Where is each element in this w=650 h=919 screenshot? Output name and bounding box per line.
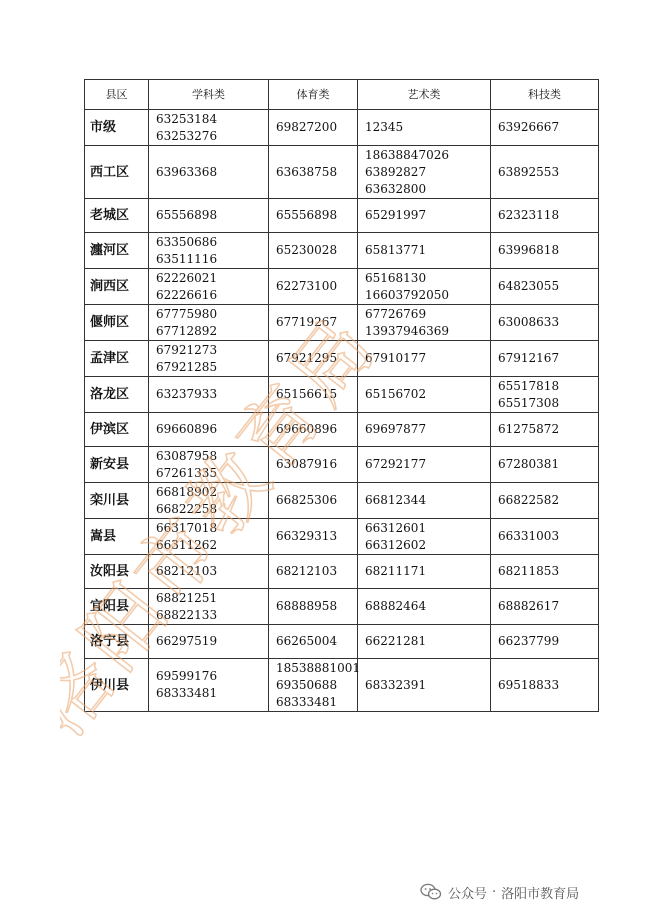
- sports-cell: [269, 589, 358, 625]
- phone-number: 69599176: [156, 669, 218, 683]
- county-cell: 新安县: [85, 447, 149, 483]
- subject-cell: [149, 483, 269, 519]
- subject-cell: [149, 413, 269, 447]
- header-county: 县区: [85, 80, 149, 110]
- tech-cell: [491, 483, 599, 519]
- subject-cell: [149, 447, 269, 483]
- table-row: [85, 269, 599, 305]
- arts-cell: [358, 269, 491, 305]
- phone-number: 63963368: [156, 164, 218, 179]
- phone-number: 66221281: [365, 634, 427, 648]
- county-cell: 栾川县: [85, 483, 149, 519]
- tech-cell: [491, 413, 599, 447]
- table-row: [85, 659, 599, 712]
- phone-number: 67261335: [156, 465, 218, 480]
- phone-number: 65156702: [365, 387, 427, 401]
- phone-number: 66818902: [156, 484, 218, 499]
- header-subject: 学科类: [149, 80, 269, 110]
- arts-cell: [358, 305, 491, 341]
- phone-number: 66331003: [498, 529, 560, 543]
- phone-number: 63511116: [156, 251, 218, 266]
- phone-number: 69827200: [276, 120, 338, 134]
- phone-number: 68822133: [156, 607, 218, 622]
- phone-number: 67719267: [276, 315, 338, 329]
- table-row: [85, 555, 599, 589]
- tech-cell: [491, 447, 599, 483]
- table-header-row: [85, 80, 599, 110]
- phone-number: 66311262: [156, 537, 218, 552]
- phone-number: 62273100: [276, 279, 338, 293]
- tech-cell: [491, 519, 599, 555]
- phone-number: 63892553: [498, 164, 560, 179]
- table-row: [85, 146, 599, 199]
- tech-cell: [491, 233, 599, 269]
- subject-cell: [149, 377, 269, 413]
- phone-number: 69350688: [276, 677, 338, 692]
- phone-number: 65517818: [498, 378, 560, 393]
- sports-cell: [269, 377, 358, 413]
- phone-number: 66237799: [498, 634, 560, 648]
- sports-cell: [269, 625, 358, 659]
- subject-cell: [149, 555, 269, 589]
- phone-number: 65291997: [365, 208, 427, 222]
- phone-number: 67921295: [276, 351, 338, 365]
- subject-cell: [149, 146, 269, 199]
- phone-number: 18538881001: [276, 660, 360, 675]
- sports-cell: [269, 146, 358, 199]
- sports-cell: [269, 305, 358, 341]
- phone-number: 64823055: [498, 279, 560, 293]
- county-cell: 瀍河区: [85, 233, 149, 269]
- sports-cell: [269, 555, 358, 589]
- phone-number: 68882464: [365, 599, 427, 613]
- table-row: [85, 625, 599, 659]
- phone-number: 66312602: [365, 537, 427, 552]
- phone-number: 69660896: [276, 422, 338, 436]
- phone-number: 65230028: [276, 243, 338, 257]
- subject-cell: [149, 659, 269, 712]
- contact-table: [84, 79, 599, 712]
- tech-cell: [491, 146, 599, 199]
- phone-number: 67921285: [156, 359, 218, 374]
- phone-number: 63237933: [156, 387, 218, 401]
- table-row: [85, 341, 599, 377]
- wechat-icon: [420, 883, 442, 901]
- arts-cell: [358, 659, 491, 712]
- arts-cell: [358, 377, 491, 413]
- county-cell: 偃师区: [85, 305, 149, 341]
- phone-number: 63087916: [276, 457, 338, 471]
- county-cell: 伊川县: [85, 659, 149, 712]
- subject-cell: [149, 233, 269, 269]
- phone-number: 69518833: [498, 677, 560, 692]
- phone-number: 62226021: [156, 270, 218, 285]
- table-row: [85, 199, 599, 233]
- arts-cell: [358, 483, 491, 519]
- phone-number: 66265004: [276, 634, 338, 648]
- phone-number: 66812344: [365, 493, 427, 507]
- sports-cell: [269, 269, 358, 305]
- phone-number: 68212103: [276, 564, 338, 578]
- arts-cell: [358, 447, 491, 483]
- county-cell: 市级: [85, 110, 149, 146]
- phone-number: 13937946369: [365, 323, 449, 338]
- tech-cell: [491, 341, 599, 377]
- phone-number: 65813771: [365, 243, 427, 257]
- arts-cell: [358, 413, 491, 447]
- phone-number: 63087958: [156, 448, 218, 463]
- phone-number: 65156615: [276, 387, 338, 401]
- phone-number: 67292177: [365, 457, 427, 471]
- phone-number: 67775980: [156, 306, 218, 321]
- phone-number: 65556898: [156, 208, 218, 222]
- sports-cell: [269, 519, 358, 555]
- phone-number: 68821251: [156, 590, 218, 605]
- subject-cell: [149, 341, 269, 377]
- arts-cell: [358, 625, 491, 659]
- county-cell: 洛龙区: [85, 377, 149, 413]
- phone-number: 68332391: [365, 677, 427, 692]
- subject-cell: [149, 269, 269, 305]
- phone-number: 63350686: [156, 234, 218, 249]
- phone-number: 63996818: [498, 243, 560, 257]
- table-row: [85, 483, 599, 519]
- phone-number: 69697877: [365, 422, 427, 436]
- tech-cell: [491, 555, 599, 589]
- tech-cell: [491, 377, 599, 413]
- county-cell: 老城区: [85, 199, 149, 233]
- tech-cell: [491, 199, 599, 233]
- phone-number: 67726769: [365, 306, 427, 321]
- sports-cell: [269, 447, 358, 483]
- phone-number: 68211853: [498, 564, 560, 578]
- phone-number: 66317018: [156, 520, 218, 535]
- county-cell: 伊滨区: [85, 413, 149, 447]
- tech-cell: [491, 659, 599, 712]
- county-cell: 涧西区: [85, 269, 149, 305]
- header-sports: 体育类: [269, 80, 358, 110]
- subject-cell: [149, 305, 269, 341]
- phone-number: 62226616: [156, 287, 218, 302]
- table-row: [85, 110, 599, 146]
- table-body: [85, 110, 599, 712]
- phone-number: 18638847026: [365, 147, 449, 162]
- phone-number: 63892827: [365, 164, 427, 179]
- sports-cell: [269, 413, 358, 447]
- arts-cell: [358, 199, 491, 233]
- phone-number: 66822258: [156, 501, 218, 516]
- sports-cell: [269, 233, 358, 269]
- table-row: [85, 413, 599, 447]
- county-cell: 汝阳县: [85, 555, 149, 589]
- footer-account: 洛阳市教育局: [501, 886, 580, 902]
- arts-cell: [358, 146, 491, 199]
- arts-cell: [358, 555, 491, 589]
- table-row: [85, 519, 599, 555]
- phone-number: 68882617: [498, 599, 560, 613]
- phone-number: 65517308: [498, 395, 560, 410]
- subject-cell: [149, 519, 269, 555]
- footer-prefix: 公众号: [448, 886, 488, 902]
- county-cell: 西工区: [85, 146, 149, 199]
- phone-number: 67280381: [498, 457, 560, 471]
- table-row: [85, 447, 599, 483]
- phone-number: 63008633: [498, 315, 560, 329]
- phone-number: 12345: [365, 120, 404, 134]
- arts-cell: [358, 110, 491, 146]
- header-tech: 科技类: [491, 80, 599, 110]
- watermark-text: 洛阳市教育局: [60, 299, 396, 752]
- phone-number: 66329313: [276, 529, 338, 543]
- phone-number: 63926667: [498, 120, 560, 134]
- subject-cell: [149, 110, 269, 146]
- phone-number: 66312601: [365, 520, 427, 535]
- arts-cell: [358, 519, 491, 555]
- county-cell: 宜阳县: [85, 589, 149, 625]
- phone-number: 68211171: [365, 564, 427, 578]
- tech-cell: [491, 625, 599, 659]
- sports-cell: [269, 199, 358, 233]
- phone-number: 63253184: [156, 111, 218, 126]
- phone-number: 67921273: [156, 342, 218, 357]
- sports-cell: [269, 341, 358, 377]
- arts-cell: [358, 233, 491, 269]
- table-row: [85, 377, 599, 413]
- footer-attribution: [420, 880, 579, 904]
- county-cell: 孟津区: [85, 341, 149, 377]
- sports-cell: [269, 483, 358, 519]
- phone-number: 63632800: [365, 181, 427, 196]
- phone-number: 69660896: [156, 422, 218, 436]
- footer-separator: ·: [492, 884, 497, 900]
- phone-number: 67712892: [156, 323, 218, 338]
- county-cell: 洛宁县: [85, 625, 149, 659]
- sports-cell: [269, 659, 358, 712]
- subject-cell: [149, 199, 269, 233]
- table-row: [85, 305, 599, 341]
- phone-number: 68333481: [276, 694, 338, 709]
- phone-number: 62323118: [498, 208, 560, 222]
- subject-cell: [149, 589, 269, 625]
- phone-number: 66822582: [498, 493, 560, 507]
- phone-number: 66825306: [276, 493, 338, 507]
- phone-number: 65556898: [276, 208, 338, 222]
- tech-cell: [491, 110, 599, 146]
- header-arts: 艺术类: [358, 80, 491, 110]
- tech-cell: [491, 305, 599, 341]
- county-cell: 嵩县: [85, 519, 149, 555]
- phone-number: 61275872: [498, 422, 560, 436]
- tech-cell: [491, 269, 599, 305]
- phone-number: 63253276: [156, 128, 218, 143]
- phone-number: 67910177: [365, 351, 427, 365]
- sports-cell: [269, 110, 358, 146]
- phone-number: 63638758: [276, 164, 338, 179]
- phone-number: 68888958: [276, 599, 338, 613]
- phone-number: 67912167: [498, 351, 560, 365]
- phone-number: 66297519: [156, 634, 218, 648]
- phone-number: 16603792050: [365, 287, 449, 302]
- phone-number: 68212103: [156, 564, 218, 578]
- subject-cell: [149, 625, 269, 659]
- phone-number: 65168130: [365, 270, 427, 285]
- table-row: [85, 233, 599, 269]
- arts-cell: [358, 341, 491, 377]
- arts-cell: [358, 589, 491, 625]
- tech-cell: [491, 589, 599, 625]
- table-row: [85, 589, 599, 625]
- phone-number: 68333481: [156, 686, 218, 700]
